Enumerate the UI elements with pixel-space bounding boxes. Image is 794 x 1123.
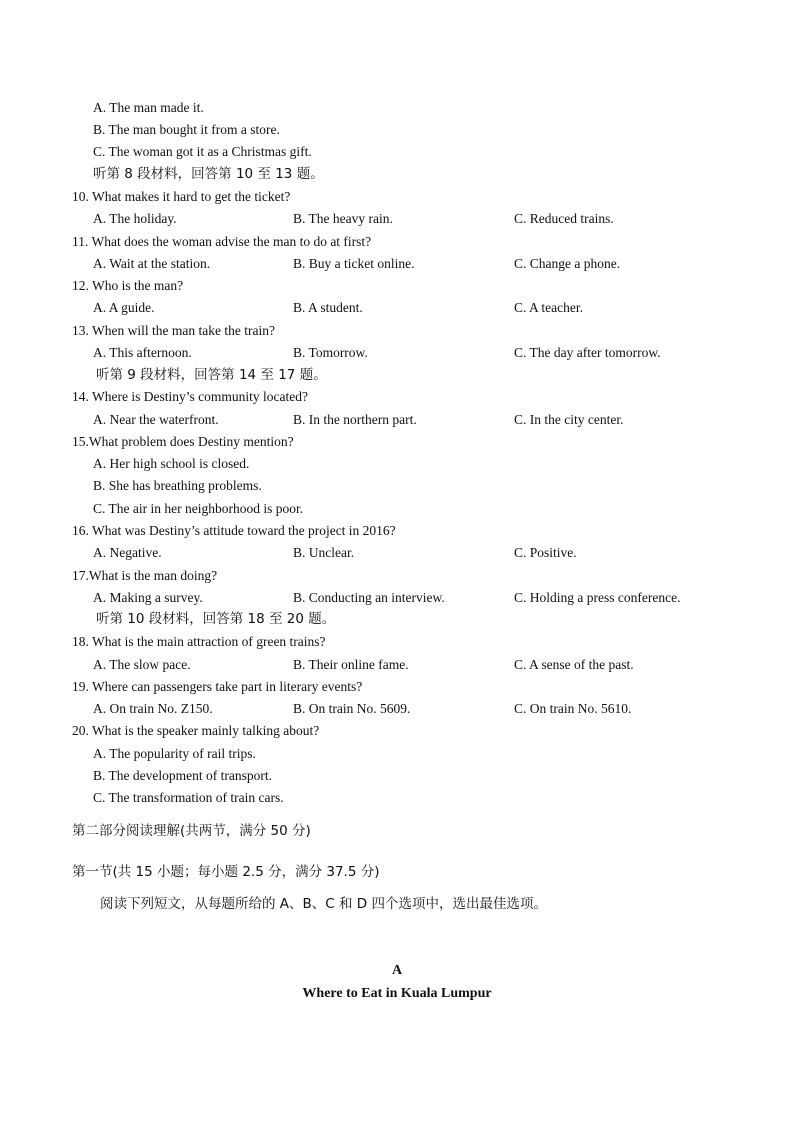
q10-option-a: A. The holiday. (93, 211, 177, 226)
q20-option-c: C. The transformation of train cars. (93, 790, 284, 805)
q12-option-c: C. A teacher. (514, 300, 583, 315)
q20-option-b: B. The development of transport. (93, 768, 272, 783)
section-instruction-10: 听第 10 段材料，回答第 18 至 20 题。 (96, 611, 336, 627)
q19-option-c: C. On train No. 5610. (514, 701, 632, 716)
question-20: 20. What is the speaker mainly talking about? (72, 723, 320, 738)
q9-option-c: C. The woman got it as a Christmas gift. (93, 144, 312, 159)
question-10: 10. What makes it hard to get the ticket? (72, 189, 291, 204)
q11-option-b: B. Buy a ticket online. (293, 256, 415, 271)
q17-option-a: A. Making a survey. (93, 590, 203, 605)
reading-instruction: 阅读下列短文，从每题所给的 A、B、C 和 D 四个选项中，选出最佳选项。 (100, 896, 547, 912)
q15-option-c: C. The air in her neighborhood is poor. (93, 501, 304, 516)
question-15: 15.What problem does Destiny mention? (72, 434, 294, 449)
q18-option-c: C. A sense of the past. (514, 657, 634, 672)
q14-option-c: C. In the city center. (514, 412, 624, 427)
passage-letter: A (391, 963, 403, 978)
q17-option-c: C. Holding a press conference. (514, 590, 681, 605)
q16-option-b: B. Unclear. (293, 545, 355, 560)
q13-option-c: C. The day after tomorrow. (514, 345, 661, 360)
q18-option-a: A. The slow pace. (93, 657, 191, 672)
section-instruction-8: 听第 8 段材料，回答第 10 至 13 题。 (93, 166, 324, 182)
question-13: 13. When will the man take the train? (72, 323, 275, 338)
question-11: 11. What does the woman advise the man to do at first? (72, 234, 372, 249)
q15-option-b: B. She has breathing problems. (93, 478, 262, 493)
question-18: 18. What is the main attraction of green trains? (72, 634, 326, 649)
q11-option-c: C. Change a phone. (514, 256, 621, 271)
question-19: 19. Where can passengers take part in literary events? (72, 679, 363, 694)
q16-option-a: A. Negative. (93, 545, 162, 560)
question-14: 14. Where is Destiny’s community located? (72, 389, 308, 404)
q10-option-c: C. Reduced trains. (514, 211, 614, 226)
q17-option-b: B. Conducting an interview. (293, 590, 445, 605)
q13-option-a: A. This afternoon. (93, 345, 192, 360)
passage-title: Where to Eat in Kuala Lumpur (302, 986, 492, 1001)
q9-option-a: A. The man made it. (93, 100, 204, 115)
q19-option-b: B. On train No. 5609. (293, 701, 411, 716)
q16-option-c: C. Positive. (514, 545, 577, 560)
q9-option-b: B. The man bought it from a store. (93, 122, 280, 137)
q13-option-b: B. Tomorrow. (293, 345, 368, 360)
question-16: 16. What was Destiny’s attitude toward the project in 2016? (72, 523, 396, 538)
q12-option-a: A. A guide. (93, 300, 155, 315)
section-one-heading: 第一节(共 15 小题；每小题 2.5 分，满分 37.5 分) (72, 864, 380, 880)
q15-option-a: A. Her high school is closed. (93, 456, 250, 471)
q11-option-a: A. Wait at the station. (93, 256, 211, 271)
q14-option-b: B. In the northern part. (293, 412, 417, 427)
part-two-heading: 第二部分阅读理解(共两节，满分 50 分) (72, 823, 311, 839)
question-17: 17.What is the man doing? (72, 568, 218, 583)
section-instruction-9: 听第 9 段材料，回答第 14 至 17 题。 (96, 367, 327, 383)
question-12: 12. Who is the man? (72, 278, 184, 293)
q19-option-a: A. On train No. Z150. (93, 701, 213, 716)
q14-option-a: A. Near the waterfront. (93, 412, 219, 427)
q20-option-a: A. The popularity of rail trips. (93, 746, 256, 761)
q10-option-b: B. The heavy rain. (293, 211, 393, 226)
q18-option-b: B. Their online fame. (293, 657, 409, 672)
q12-option-b: B. A student. (293, 300, 363, 315)
